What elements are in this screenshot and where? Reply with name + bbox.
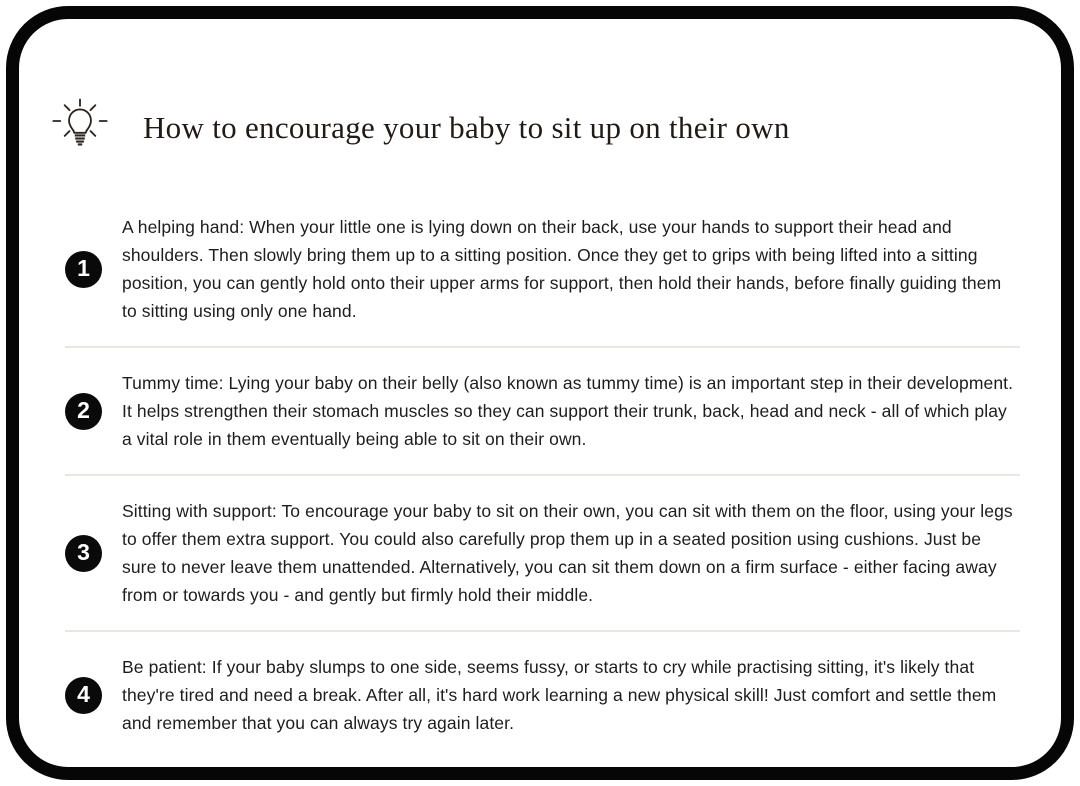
step-row: [65, 474, 1020, 630]
step-text: Be patient: If your baby slumps to one side, seems fussy, or starts to cry while practising sitting, it's likely that they're tired and need a break. After all, it's hard work learning a new physical skill! Just comfort and settle them and remember that you can always try again later.: [122, 657, 997, 733]
step-number-badge: 3: [65, 535, 102, 572]
step-text: Tummy time: Lying your baby on their belly (also known as tummy time) is an important step in their development. It helps strengthen their stomach muscles so they can support their trunk, back, head and neck - all of which play a vital role in them eventually being able to sit on their own.: [122, 373, 1014, 449]
step-row: [65, 630, 1020, 758]
step-number-badge: 4: [65, 677, 102, 714]
step-number-badge: 1: [65, 251, 102, 288]
step-text: Sitting with support: To encourage your baby to sit on their own, you can sit with them on the floor, using your legs to offer them extra support. You could also carefully prop them up in a seated position using cushions. Just be sure to never leave them unattended. Alternatively, you can sit them down on a firm surface - either facing away from or towards you - and gently but firmly hold their middle.: [122, 501, 1013, 605]
steps-list: [65, 192, 1020, 758]
header: [52, 98, 1020, 158]
infographic-card: [65, 98, 1020, 758]
lightbulb-icon: [52, 98, 108, 158]
step-text: A helping hand: When your little one is lying down on their back, use your hands to support their head and shoulders. Then slowly bring them up to a sitting position. Once they get to grips with being lifted into a sitting position, you can gently hold onto their upper arms for support, then hold their hands, before finally guiding them to sitting using only one hand.: [122, 217, 1002, 321]
step-row: [65, 192, 1020, 346]
step-row: [65, 346, 1020, 474]
step-number-badge: 2: [65, 393, 102, 430]
page-title: How to encourage your baby to sit up on their own: [143, 110, 790, 145]
